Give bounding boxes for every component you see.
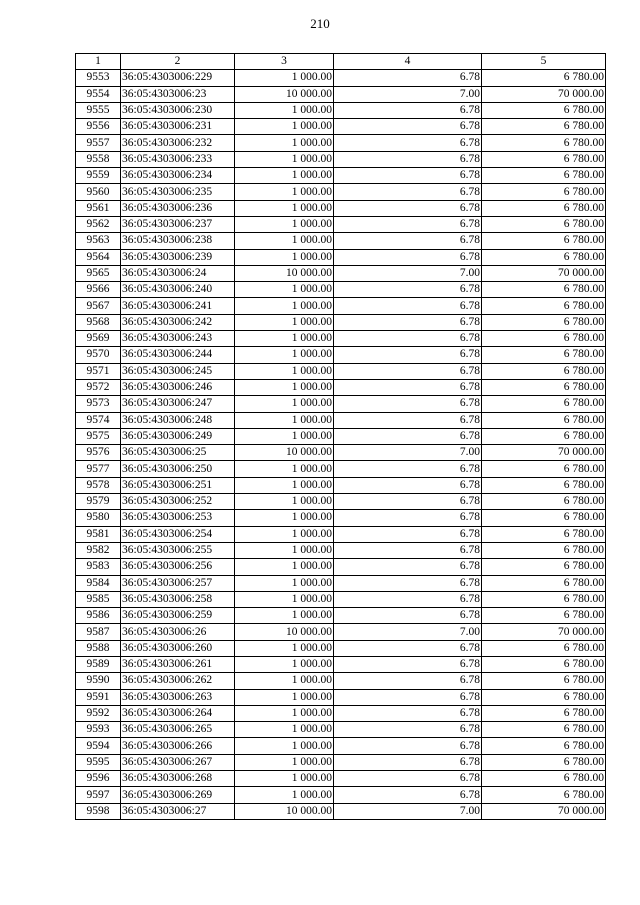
table-row — [76, 282, 606, 298]
amount-value: 6 780.00 — [482, 510, 606, 526]
rate-value: 6.78 — [334, 282, 482, 298]
row-number: 9572 — [76, 379, 121, 395]
row-number: 9561 — [76, 200, 121, 216]
amount-value: 6 780.00 — [482, 396, 606, 412]
rate-value: 6.78 — [334, 233, 482, 249]
rate-value: 6.78 — [334, 787, 482, 803]
table-row — [76, 265, 606, 281]
amount-value: 6 780.00 — [482, 656, 606, 672]
amount-value: 6 780.00 — [482, 282, 606, 298]
table-row — [76, 119, 606, 135]
rate-value: 6.78 — [334, 591, 482, 607]
rate-value: 6.78 — [334, 249, 482, 265]
cadastral-number: 36:05:4303006:257 — [121, 575, 235, 591]
column-header-5: 5 — [482, 54, 606, 70]
amount-value: 6 780.00 — [482, 233, 606, 249]
amount-value: 6 780.00 — [482, 314, 606, 330]
row-number: 9593 — [76, 722, 121, 738]
rate-value: 6.78 — [334, 298, 482, 314]
area-value: 1 000.00 — [235, 249, 334, 265]
cadastral-number: 36:05:4303006:267 — [121, 754, 235, 770]
cadastral-number: 36:05:4303006:231 — [121, 119, 235, 135]
table-row — [76, 640, 606, 656]
amount-value: 6 780.00 — [482, 705, 606, 721]
row-number: 9560 — [76, 184, 121, 200]
cadastral-number: 36:05:4303006:253 — [121, 510, 235, 526]
rate-value: 7.00 — [334, 624, 482, 640]
table-row — [76, 233, 606, 249]
column-header-1: 1 — [76, 54, 121, 70]
rate-value: 6.78 — [334, 314, 482, 330]
amount-value: 6 780.00 — [482, 331, 606, 347]
area-value: 1 000.00 — [235, 216, 334, 232]
area-value: 1 000.00 — [235, 347, 334, 363]
row-number: 9577 — [76, 461, 121, 477]
cadastral-number: 36:05:4303006:246 — [121, 379, 235, 395]
area-value: 1 000.00 — [235, 461, 334, 477]
row-number: 9566 — [76, 282, 121, 298]
table-row — [76, 624, 606, 640]
cadastral-number: 36:05:4303006:242 — [121, 314, 235, 330]
cadastral-number: 36:05:4303006:245 — [121, 363, 235, 379]
cadastral-number: 36:05:4303006:240 — [121, 282, 235, 298]
rate-value: 6.78 — [334, 526, 482, 542]
column-header-3: 3 — [235, 54, 334, 70]
cadastral-number: 36:05:4303006:24 — [121, 265, 235, 281]
table-row — [76, 184, 606, 200]
area-value: 1 000.00 — [235, 428, 334, 444]
area-value: 1 000.00 — [235, 673, 334, 689]
table-row — [76, 363, 606, 379]
amount-value: 6 780.00 — [482, 722, 606, 738]
rate-value: 6.78 — [334, 575, 482, 591]
area-value: 1 000.00 — [235, 608, 334, 624]
row-number: 9564 — [76, 249, 121, 265]
rate-value: 6.78 — [334, 412, 482, 428]
table-row — [76, 705, 606, 721]
table-row — [76, 86, 606, 102]
rate-value: 6.78 — [334, 754, 482, 770]
amount-value: 70 000.00 — [482, 624, 606, 640]
cadastral-number: 36:05:4303006:250 — [121, 461, 235, 477]
row-number: 9576 — [76, 445, 121, 461]
rate-value: 6.78 — [334, 347, 482, 363]
cadastral-number: 36:05:4303006:269 — [121, 787, 235, 803]
area-value: 1 000.00 — [235, 510, 334, 526]
table-row — [76, 331, 606, 347]
area-value: 1 000.00 — [235, 396, 334, 412]
table-row — [76, 526, 606, 542]
area-value: 10 000.00 — [235, 86, 334, 102]
table-row — [76, 396, 606, 412]
rate-value: 6.78 — [334, 70, 482, 86]
row-number: 9574 — [76, 412, 121, 428]
rate-value: 6.78 — [334, 363, 482, 379]
area-value: 10 000.00 — [235, 445, 334, 461]
cadastral-number: 36:05:4303006:237 — [121, 216, 235, 232]
amount-value: 6 780.00 — [482, 102, 606, 118]
area-value: 1 000.00 — [235, 771, 334, 787]
row-number: 9590 — [76, 673, 121, 689]
amount-value: 6 780.00 — [482, 738, 606, 754]
rate-value: 7.00 — [334, 86, 482, 102]
table-row — [76, 608, 606, 624]
area-value: 1 000.00 — [235, 754, 334, 770]
area-value: 1 000.00 — [235, 119, 334, 135]
rate-value: 6.78 — [334, 102, 482, 118]
row-number: 9553 — [76, 70, 121, 86]
row-number: 9594 — [76, 738, 121, 754]
cadastral-number: 36:05:4303006:252 — [121, 494, 235, 510]
rate-value: 6.78 — [334, 722, 482, 738]
area-value: 1 000.00 — [235, 331, 334, 347]
table-header-row — [76, 54, 606, 70]
amount-value: 6 780.00 — [482, 119, 606, 135]
rate-value: 6.78 — [334, 559, 482, 575]
row-number: 9556 — [76, 119, 121, 135]
cadastral-number: 36:05:4303006:232 — [121, 135, 235, 151]
cadastral-number: 36:05:4303006:261 — [121, 656, 235, 672]
cadastral-number: 36:05:4303006:260 — [121, 640, 235, 656]
rate-value: 6.78 — [334, 542, 482, 558]
amount-value: 6 780.00 — [482, 200, 606, 216]
cadastral-number: 36:05:4303006:230 — [121, 102, 235, 118]
row-number: 9554 — [76, 86, 121, 102]
row-number: 9585 — [76, 591, 121, 607]
cadastral-number: 36:05:4303006:235 — [121, 184, 235, 200]
area-value: 1 000.00 — [235, 542, 334, 558]
amount-value: 6 780.00 — [482, 591, 606, 607]
area-value: 1 000.00 — [235, 656, 334, 672]
table-row — [76, 656, 606, 672]
column-header-2: 2 — [121, 54, 235, 70]
table-row — [76, 673, 606, 689]
amount-value: 6 780.00 — [482, 608, 606, 624]
rate-value: 6.78 — [334, 705, 482, 721]
amount-value: 6 780.00 — [482, 298, 606, 314]
amount-value: 6 780.00 — [482, 542, 606, 558]
rate-value: 7.00 — [334, 445, 482, 461]
area-value: 1 000.00 — [235, 689, 334, 705]
amount-value: 70 000.00 — [482, 86, 606, 102]
area-value: 1 000.00 — [235, 168, 334, 184]
table-row — [76, 738, 606, 754]
cadastral-number: 36:05:4303006:263 — [121, 689, 235, 705]
amount-value: 6 780.00 — [482, 70, 606, 86]
amount-value: 6 780.00 — [482, 168, 606, 184]
rate-value: 6.78 — [334, 477, 482, 493]
amount-value: 6 780.00 — [482, 216, 606, 232]
amount-value: 6 780.00 — [482, 689, 606, 705]
amount-value: 6 780.00 — [482, 494, 606, 510]
area-value: 1 000.00 — [235, 314, 334, 330]
table-row — [76, 412, 606, 428]
cadastral-number: 36:05:4303006:259 — [121, 608, 235, 624]
area-value: 1 000.00 — [235, 559, 334, 575]
rate-value: 6.78 — [334, 640, 482, 656]
row-number: 9559 — [76, 168, 121, 184]
row-number: 9588 — [76, 640, 121, 656]
table-row — [76, 70, 606, 86]
cadastral-number: 36:05:4303006:255 — [121, 542, 235, 558]
cadastral-number: 36:05:4303006:244 — [121, 347, 235, 363]
cadastral-number: 36:05:4303006:241 — [121, 298, 235, 314]
table-row — [76, 754, 606, 770]
area-value: 10 000.00 — [235, 803, 334, 819]
row-number: 9596 — [76, 771, 121, 787]
table-row — [76, 771, 606, 787]
row-number: 9589 — [76, 656, 121, 672]
row-number: 9582 — [76, 542, 121, 558]
row-number: 9578 — [76, 477, 121, 493]
rate-value: 6.78 — [334, 738, 482, 754]
row-number: 9584 — [76, 575, 121, 591]
area-value: 1 000.00 — [235, 200, 334, 216]
table-row — [76, 347, 606, 363]
row-number: 9591 — [76, 689, 121, 705]
area-value: 1 000.00 — [235, 738, 334, 754]
rate-value: 6.78 — [334, 428, 482, 444]
column-header-4: 4 — [334, 54, 482, 70]
area-value: 1 000.00 — [235, 151, 334, 167]
cadastral-number: 36:05:4303006:243 — [121, 331, 235, 347]
table-row — [76, 135, 606, 151]
cadastral-number: 36:05:4303006:258 — [121, 591, 235, 607]
cadastral-number: 36:05:4303006:262 — [121, 673, 235, 689]
row-number: 9569 — [76, 331, 121, 347]
area-value: 1 000.00 — [235, 494, 334, 510]
row-number: 9568 — [76, 314, 121, 330]
row-number: 9571 — [76, 363, 121, 379]
cadastral-number: 36:05:4303006:249 — [121, 428, 235, 444]
row-number: 9573 — [76, 396, 121, 412]
table-row — [76, 575, 606, 591]
amount-value: 6 780.00 — [482, 461, 606, 477]
table-row — [76, 787, 606, 803]
row-number: 9598 — [76, 803, 121, 819]
row-number: 9562 — [76, 216, 121, 232]
cadastral-number: 36:05:4303006:229 — [121, 70, 235, 86]
rate-value: 6.78 — [334, 608, 482, 624]
rate-value: 6.78 — [334, 168, 482, 184]
table-row — [76, 298, 606, 314]
table-row — [76, 216, 606, 232]
data-table — [75, 53, 606, 820]
table-row — [76, 477, 606, 493]
rate-value: 6.78 — [334, 771, 482, 787]
amount-value: 70 000.00 — [482, 803, 606, 819]
row-number: 9563 — [76, 233, 121, 249]
rate-value: 6.78 — [334, 510, 482, 526]
table-row — [76, 445, 606, 461]
rate-value: 6.78 — [334, 689, 482, 705]
amount-value: 70 000.00 — [482, 445, 606, 461]
cadastral-number: 36:05:4303006:234 — [121, 168, 235, 184]
table-row — [76, 591, 606, 607]
area-value: 1 000.00 — [235, 787, 334, 803]
table-row — [76, 689, 606, 705]
rate-value: 6.78 — [334, 200, 482, 216]
row-number: 9586 — [76, 608, 121, 624]
amount-value: 6 780.00 — [482, 363, 606, 379]
row-number: 9587 — [76, 624, 121, 640]
cadastral-number: 36:05:4303006:248 — [121, 412, 235, 428]
table-row — [76, 461, 606, 477]
area-value: 1 000.00 — [235, 526, 334, 542]
cadastral-number: 36:05:4303006:247 — [121, 396, 235, 412]
table-row — [76, 314, 606, 330]
amount-value: 6 780.00 — [482, 559, 606, 575]
amount-value: 6 780.00 — [482, 151, 606, 167]
rate-value: 7.00 — [334, 803, 482, 819]
table-body — [76, 70, 606, 820]
rate-value: 6.78 — [334, 379, 482, 395]
table-row — [76, 428, 606, 444]
rate-value: 6.78 — [334, 461, 482, 477]
area-value: 1 000.00 — [235, 233, 334, 249]
cadastral-number: 36:05:4303006:23 — [121, 86, 235, 102]
area-value: 10 000.00 — [235, 265, 334, 281]
area-value: 1 000.00 — [235, 575, 334, 591]
cadastral-number: 36:05:4303006:27 — [121, 803, 235, 819]
area-value: 1 000.00 — [235, 379, 334, 395]
table-row — [76, 249, 606, 265]
table-row — [76, 168, 606, 184]
page-number: 210 — [310, 16, 330, 31]
amount-value: 6 780.00 — [482, 428, 606, 444]
row-number: 9580 — [76, 510, 121, 526]
cadastral-number: 36:05:4303006:265 — [121, 722, 235, 738]
cadastral-number: 36:05:4303006:239 — [121, 249, 235, 265]
area-value: 1 000.00 — [235, 477, 334, 493]
area-value: 1 000.00 — [235, 282, 334, 298]
amount-value: 6 780.00 — [482, 787, 606, 803]
table-row — [76, 200, 606, 216]
table-row — [76, 510, 606, 526]
amount-value: 6 780.00 — [482, 135, 606, 151]
rate-value: 6.78 — [334, 331, 482, 347]
amount-value: 6 780.00 — [482, 526, 606, 542]
cadastral-number: 36:05:4303006:238 — [121, 233, 235, 249]
rate-value: 7.00 — [334, 265, 482, 281]
area-value: 1 000.00 — [235, 102, 334, 118]
cadastral-number: 36:05:4303006:25 — [121, 445, 235, 461]
amount-value: 6 780.00 — [482, 640, 606, 656]
amount-value: 70 000.00 — [482, 265, 606, 281]
rate-value: 6.78 — [334, 151, 482, 167]
row-number: 9579 — [76, 494, 121, 510]
row-number: 9581 — [76, 526, 121, 542]
amount-value: 6 780.00 — [482, 771, 606, 787]
amount-value: 6 780.00 — [482, 184, 606, 200]
cadastral-number: 36:05:4303006:268 — [121, 771, 235, 787]
cadastral-number: 36:05:4303006:266 — [121, 738, 235, 754]
table-row — [76, 803, 606, 819]
amount-value: 6 780.00 — [482, 673, 606, 689]
area-value: 1 000.00 — [235, 70, 334, 86]
row-number: 9555 — [76, 102, 121, 118]
cadastral-number: 36:05:4303006:236 — [121, 200, 235, 216]
row-number: 9557 — [76, 135, 121, 151]
row-number: 9575 — [76, 428, 121, 444]
table-row — [76, 559, 606, 575]
area-value: 10 000.00 — [235, 624, 334, 640]
table-row — [76, 102, 606, 118]
table-row — [76, 379, 606, 395]
rate-value: 6.78 — [334, 656, 482, 672]
amount-value: 6 780.00 — [482, 412, 606, 428]
row-number: 9592 — [76, 705, 121, 721]
row-number: 9583 — [76, 559, 121, 575]
area-value: 1 000.00 — [235, 135, 334, 151]
table-row — [76, 542, 606, 558]
cadastral-number: 36:05:4303006:254 — [121, 526, 235, 542]
area-value: 1 000.00 — [235, 705, 334, 721]
amount-value: 6 780.00 — [482, 347, 606, 363]
area-value: 1 000.00 — [235, 412, 334, 428]
rate-value: 6.78 — [334, 135, 482, 151]
table-row — [76, 722, 606, 738]
cadastral-number: 36:05:4303006:256 — [121, 559, 235, 575]
amount-value: 6 780.00 — [482, 754, 606, 770]
rate-value: 6.78 — [334, 216, 482, 232]
row-number: 9595 — [76, 754, 121, 770]
row-number: 9567 — [76, 298, 121, 314]
amount-value: 6 780.00 — [482, 477, 606, 493]
row-number: 9558 — [76, 151, 121, 167]
cadastral-number: 36:05:4303006:251 — [121, 477, 235, 493]
area-value: 1 000.00 — [235, 184, 334, 200]
rate-value: 6.78 — [334, 673, 482, 689]
area-value: 1 000.00 — [235, 298, 334, 314]
rate-value: 6.78 — [334, 184, 482, 200]
amount-value: 6 780.00 — [482, 575, 606, 591]
area-value: 1 000.00 — [235, 640, 334, 656]
amount-value: 6 780.00 — [482, 249, 606, 265]
cadastral-number: 36:05:4303006:264 — [121, 705, 235, 721]
cadastral-number: 36:05:4303006:26 — [121, 624, 235, 640]
amount-value: 6 780.00 — [482, 379, 606, 395]
cadastral-number: 36:05:4303006:233 — [121, 151, 235, 167]
area-value: 1 000.00 — [235, 591, 334, 607]
row-number: 9570 — [76, 347, 121, 363]
table-row — [76, 151, 606, 167]
table-row — [76, 494, 606, 510]
rate-value: 6.78 — [334, 119, 482, 135]
row-number: 9597 — [76, 787, 121, 803]
area-value: 1 000.00 — [235, 363, 334, 379]
area-value: 1 000.00 — [235, 722, 334, 738]
rate-value: 6.78 — [334, 494, 482, 510]
row-number: 9565 — [76, 265, 121, 281]
rate-value: 6.78 — [334, 396, 482, 412]
